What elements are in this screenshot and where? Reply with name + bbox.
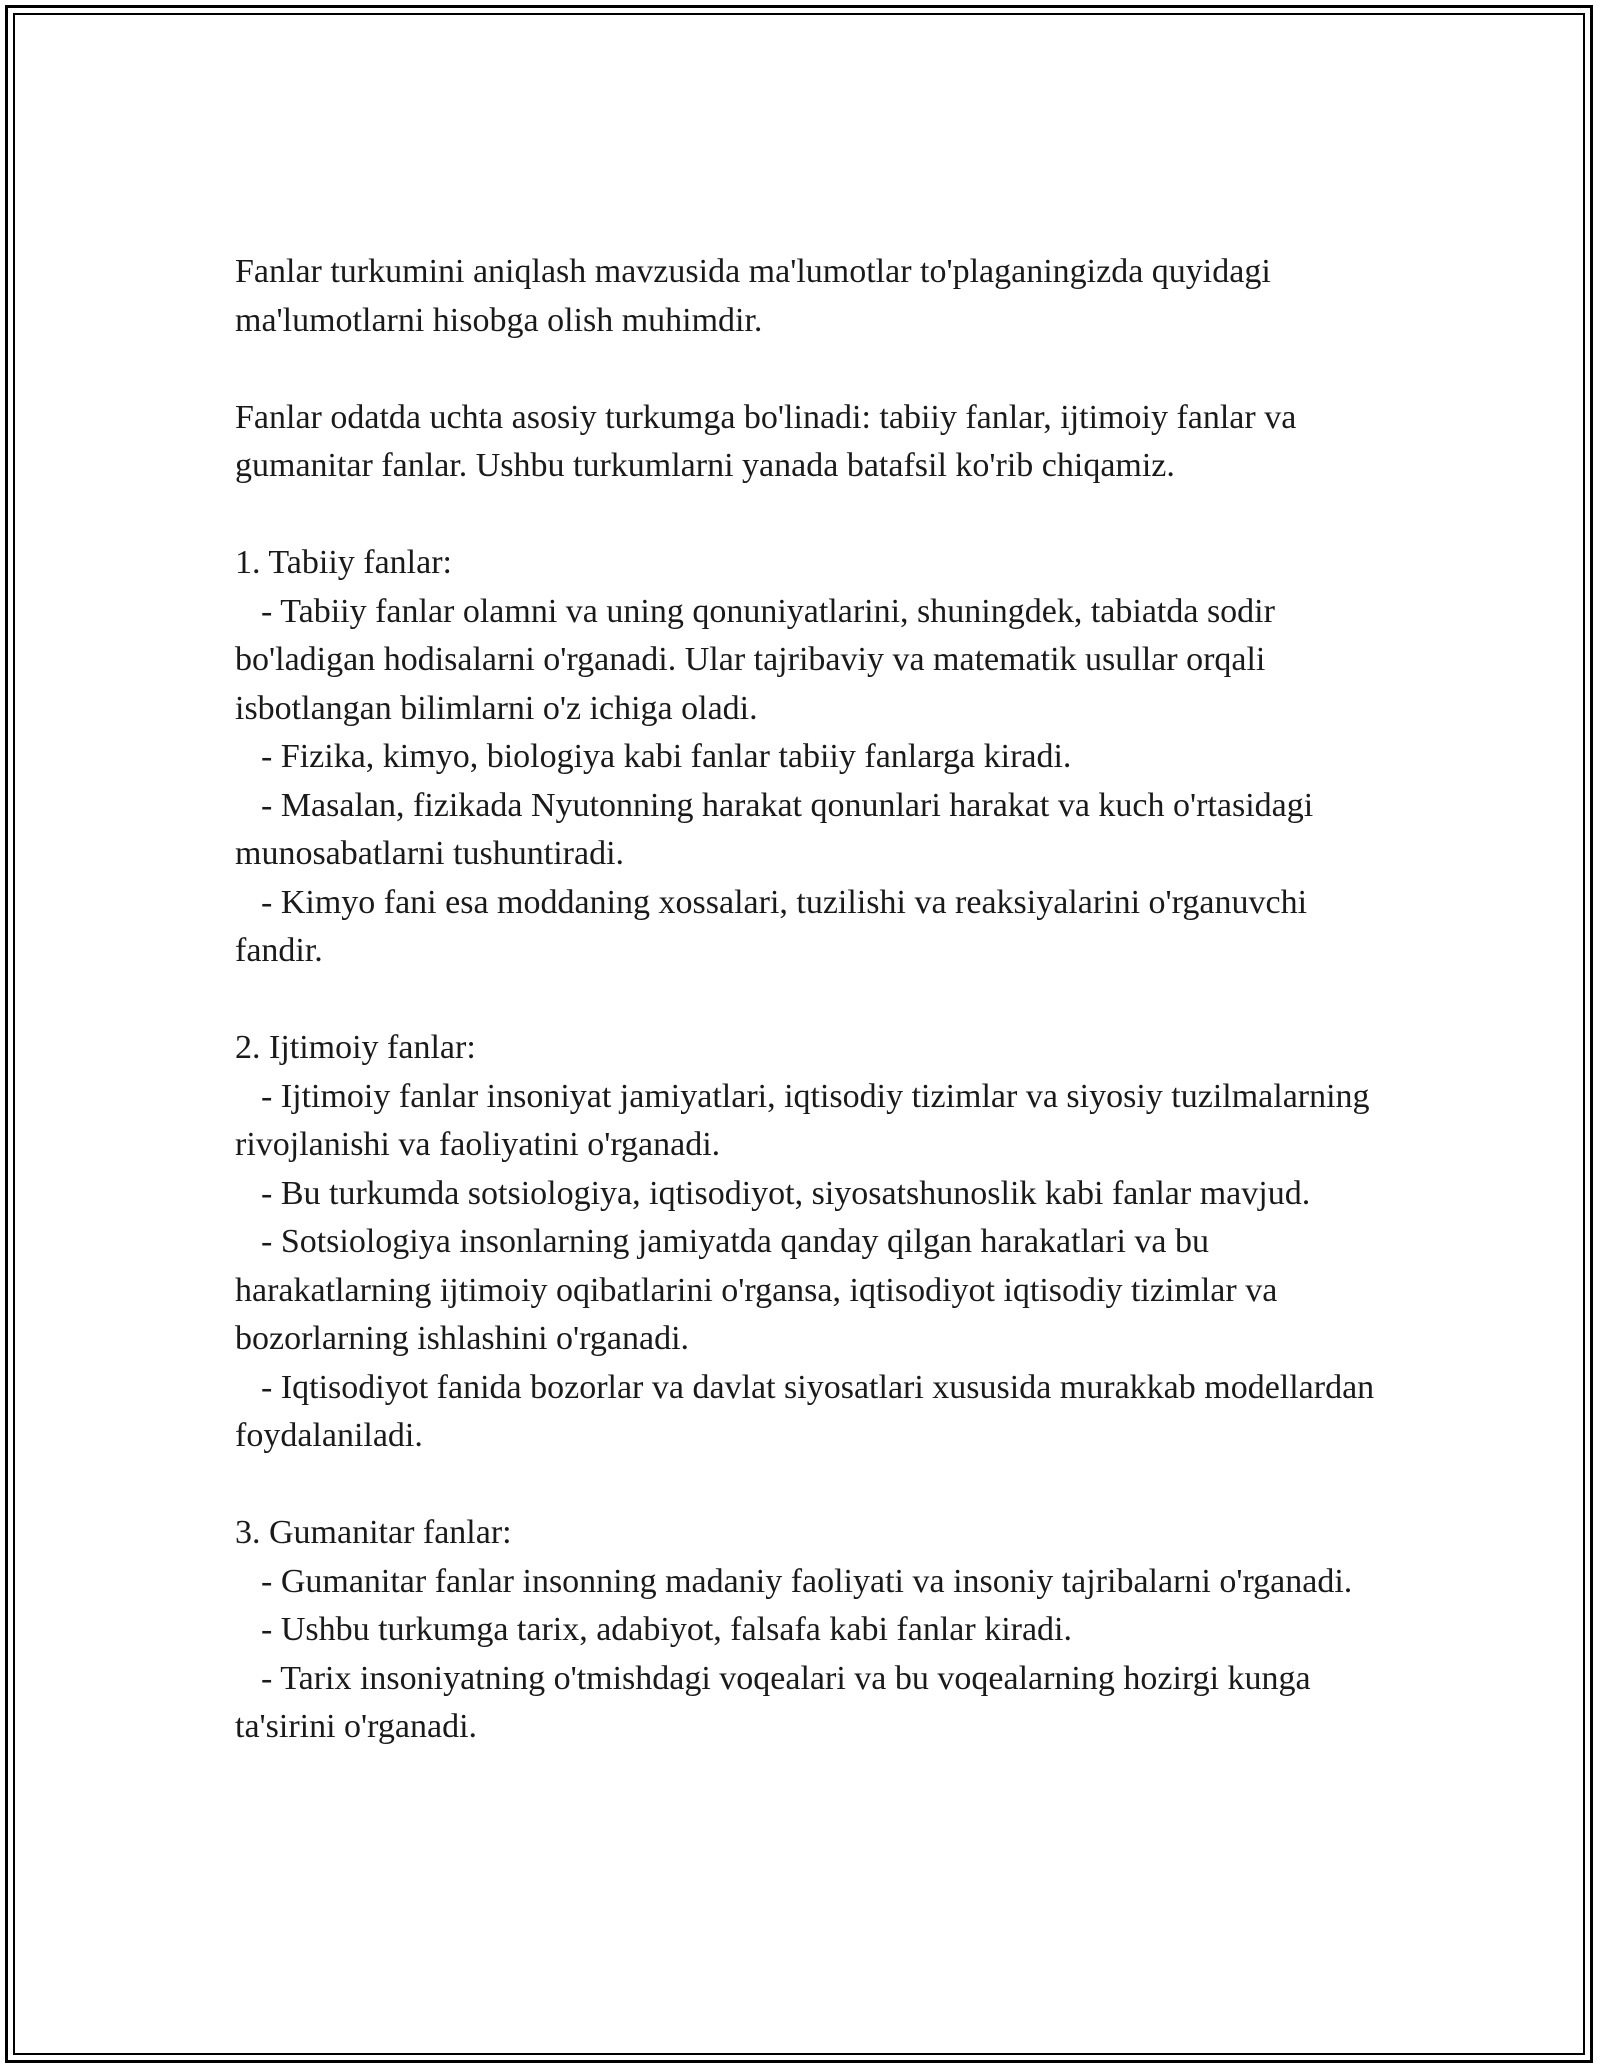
document-body <box>235 248 1395 1752</box>
section-social-sciences <box>235 1024 1395 1461</box>
section-heading: 2. Ijtimoiy fanlar: <box>235 1029 476 1066</box>
overview-paragraph: Fanlar odatda uchta asosiy turkumga bo'linadi: tabiiy fanlar, ijtimoiy fanlar va gumanitar fanlar. Ushbu turkumlarni yanada batafsil ko'rib chiqamiz. <box>235 398 1297 484</box>
section-heading: 3. Gumanitar fanlar: <box>235 1514 512 1551</box>
paragraph-spacer <box>235 1461 1395 1510</box>
section-humanities <box>235 1509 1395 1752</box>
bullet-item: - Tarix insoniyatning o'tmishdagi voqealari va bu voqealarning hozirgi kunga ta'sirini o'rganadi. <box>235 1659 1311 1745</box>
paragraph-spacer <box>235 345 1395 394</box>
bullet-item: - Sotsiologiya insonlarning jamiyatda qanday qilgan harakatlari va bu harakatlarning ijtimoiy oqibatlarini o'rgansa, iqtisodiyot iqtisodiy tizimlar va bozorlarning ishlashini o'rganadi. <box>235 1223 1278 1357</box>
paragraph-spacer <box>235 976 1395 1025</box>
bullet-item: - Ushbu turkumga tarix, adabiyot, falsafa kabi fanlar kiradi. <box>261 1611 1073 1648</box>
bullet-item: - Ijtimoiy fanlar insoniyat jamiyatlari, iqtisodiy tizimlar va siyosiy tuzilmalarning rivojlanishi va faoliyatini o'rganadi. <box>235 1077 1370 1163</box>
section-heading: 1. Tabiiy fanlar: <box>235 544 452 581</box>
bullet-item: - Gumanitar fanlar insonning madaniy faoliyati va insoniy tajribalarni o'rganadi. <box>261 1562 1353 1600</box>
bullet-item: - Bu turkumda sotsiologiya, iqtisodiyot, siyosatshunoslik kabi fanlar mavjud. <box>261 1174 1311 1212</box>
bullet-item: - Iqtisodiyot fanida bozorlar va davlat siyosatlari xususida murakkab modellardan foydalaniladi. <box>235 1368 1375 1454</box>
bullet-item: - Fizika, kimyo, biologiya kabi fanlar tabiiy fanlarga kiradi. <box>261 738 1072 775</box>
bullet-item: - Kimyo fani esa moddaning xossalari, tuzilishi va reaksiyalarini o'rganuvchi fandir. <box>235 883 1308 969</box>
bullet-item: - Tabiiy fanlar olamni va uning qonuniyatlarini, shuningdek, tabiatda sodir bo'ladigan hodisalarni o'rganadi. Ular tajribaviy va matematik usullar orqali isbotlangan bilimlarni o'z ichiga oladi. <box>235 592 1275 727</box>
intro-paragraph: Fanlar turkumini aniqlash mavzusida ma'lumotlar to'plaganingizda quyidagi ma'lumotlarni hisobga olish muhimdir. <box>235 253 1271 339</box>
section-natural-sciences <box>235 539 1395 976</box>
bullet-item: - Masalan, fizikada Nyutonning harakat qonunlari harakat va kuch o'rtasidagi munosabatlarni tushuntiradi. <box>235 786 1314 872</box>
paragraph-spacer <box>235 491 1395 540</box>
